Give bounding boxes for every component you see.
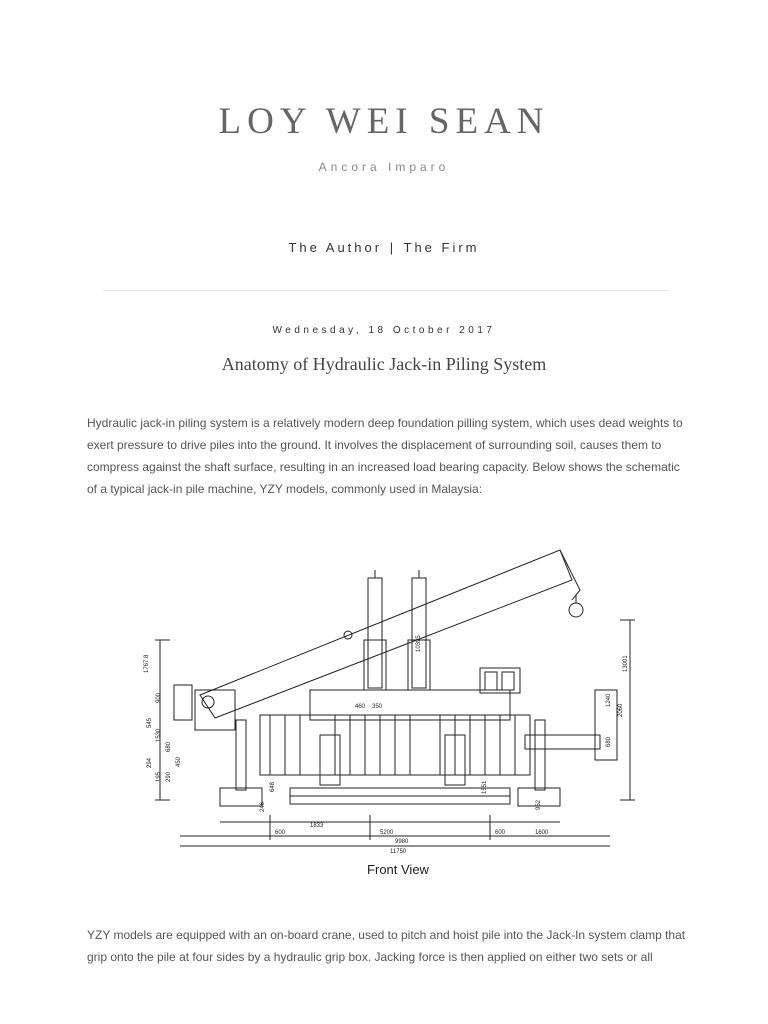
mast-right xyxy=(412,578,426,688)
dim-right-a: 1240 xyxy=(606,693,612,707)
post-date: Wednesday, 18 October 2017 xyxy=(272,325,496,336)
dim-left-top: 1767.8 xyxy=(144,654,150,673)
dim-left-b: 545 xyxy=(147,717,153,728)
dim-left-g: 290 xyxy=(166,771,172,782)
dim-right-d: 952 xyxy=(536,799,542,810)
post-title[interactable]: Anatomy of Hydraulic Jack-in Piling System xyxy=(221,354,547,374)
dim-right-b: 2060 xyxy=(618,703,624,717)
nav-link-the-author[interactable]: The Author xyxy=(288,240,383,255)
left-foot xyxy=(220,788,262,806)
dim-bot-d: 600 xyxy=(275,830,286,836)
jack-in-machine-schematic xyxy=(140,540,640,880)
post-paragraph-2: YZY models are equipped with an on-board crane, used to pitch and hoist pile into the Jack-In system clamp that grip onto the pile at four sides by a hydraulic grip box. Jacking force is then applied on either two sets or all xyxy=(87,928,686,964)
dim-left-a: 900 xyxy=(156,692,162,703)
blog-tagline: Ancora Imparo xyxy=(318,160,450,174)
nav-separator: | xyxy=(389,240,397,255)
crane-hook xyxy=(569,603,583,617)
nav-link-the-firm[interactable]: The Firm xyxy=(403,240,480,255)
dim-bot-f: 600 xyxy=(495,830,506,836)
dim-left-f: 195 xyxy=(156,771,162,782)
dim-right-c: 680 xyxy=(606,736,612,747)
header-divider xyxy=(103,290,668,291)
dim-mid-a: 460 xyxy=(355,704,366,710)
dim-left-d: 680 xyxy=(166,741,172,752)
dim-bot-e: 1600 xyxy=(535,830,549,836)
mast-left xyxy=(368,578,382,688)
dim-left-c: 1530 xyxy=(156,728,162,742)
dim-mast: 10395 xyxy=(416,635,422,652)
dim-bot-g: 11750 xyxy=(390,849,407,855)
dim-left-e: 294 xyxy=(147,757,153,768)
dim-bot-c: 9980 xyxy=(395,839,409,845)
figure-caption: Front View xyxy=(367,862,429,877)
dim-right-e: 1551 xyxy=(482,780,488,794)
dim-left-j: 648 xyxy=(270,781,276,792)
dim-right-top: 13001 xyxy=(623,655,629,672)
dim-bot-b: 5200 xyxy=(380,830,394,836)
dim-left-i: 246 xyxy=(260,801,266,812)
dim-bot-a: 1833 xyxy=(310,823,324,829)
post-paragraph-1: Hydraulic jack-in piling system is a relatively modern deep foundation pilling system, which uses dead weights to exert pressure to drive piles into the ground. It involves the displacement of surrounding soil, causes them to compress against the shaft surface, resulting in an increased load bearing capacity. Below shows the schematic of a typical jack-in pile machine, YZY models, commonly used in Malaysia: xyxy=(87,416,683,496)
blog-title[interactable]: LOY WEI SEAN xyxy=(218,101,550,142)
dim-mid-b: 350 xyxy=(372,704,383,710)
top-nav xyxy=(0,240,768,255)
dim-left-h: 450 xyxy=(176,756,182,767)
